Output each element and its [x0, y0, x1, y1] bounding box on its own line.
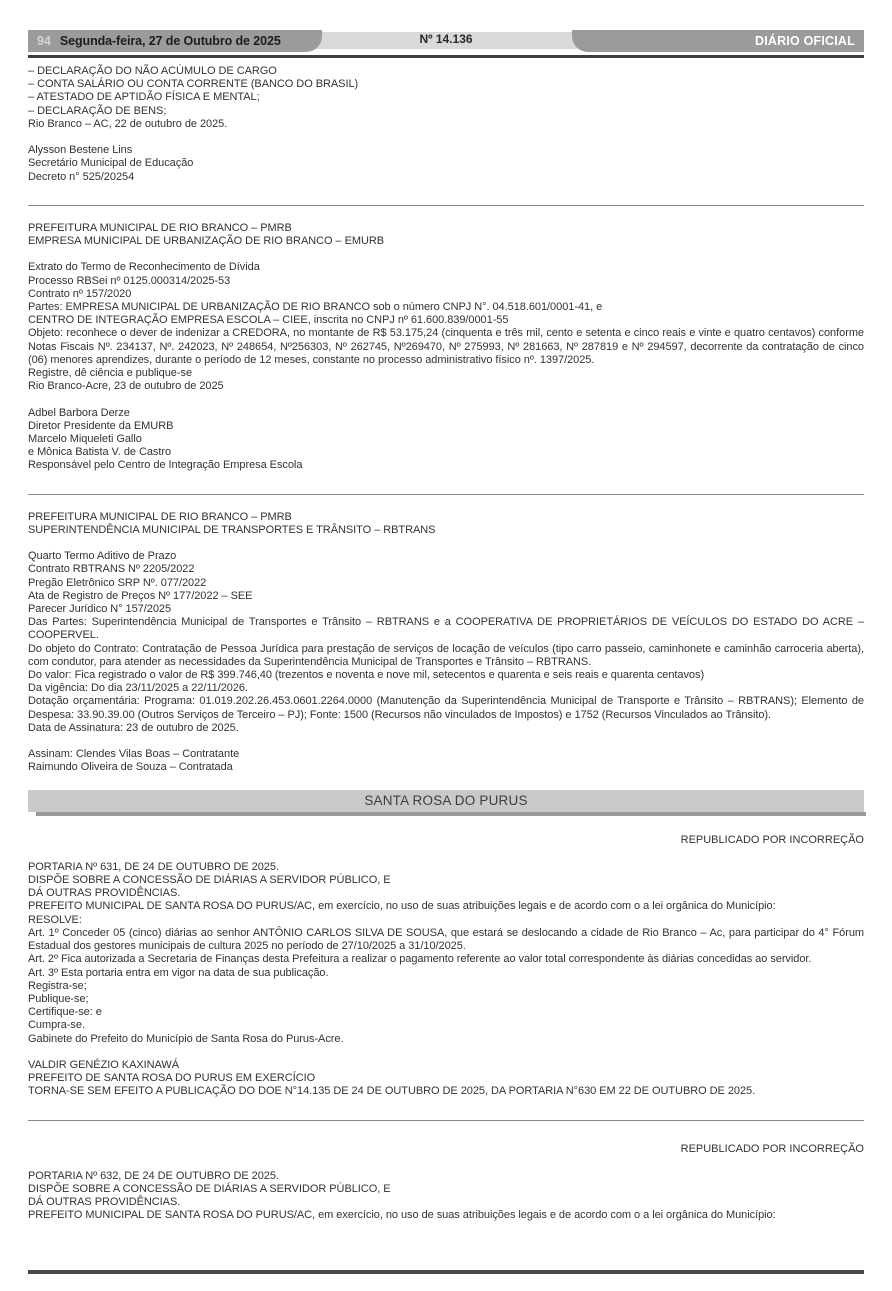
document-section — [28, 65, 864, 184]
text-line: DÁ OUTRAS PROVIDÊNCIAS. — [28, 1196, 181, 1209]
text-line: Processo RBSei nº 0125.000314/2025-53 — [28, 274, 231, 287]
blank-line — [28, 393, 864, 406]
text-line: PREFEITURA MUNICIPAL DE RIO BRANCO – PMRB — [28, 221, 292, 234]
section-separator — [28, 205, 864, 206]
text-line: Rio Branco-Acre, 23 de outubro de 2025 — [28, 380, 224, 393]
text-line: Marcelo Miqueleti Gallo — [28, 433, 142, 446]
republication-note: REPUBLICADO POR INCORREÇÃO — [680, 1142, 864, 1155]
text-line: PREFEITO DE SANTA ROSA DO PURUS EM EXERCÍCIO — [28, 1072, 316, 1085]
document-section — [28, 222, 864, 473]
text-line: Partes: EMPRESA MUNICIPAL DE URBANIZAÇÃO DE RIO BRANCO sob o número CNPJ N°. 04.518.601/0001-41, e — [28, 301, 603, 314]
text-line: Contrato RBTRANS Nº 2205/2022 — [28, 563, 195, 576]
text-line: Registra-se; — [28, 979, 87, 992]
document-content — [0, 52, 892, 1223]
section-separator — [28, 494, 864, 495]
blank-line — [28, 248, 864, 261]
section-separator — [28, 1120, 864, 1121]
blank-line — [28, 537, 864, 550]
page-header — [28, 30, 864, 52]
text-line: RESOLVE: — [28, 913, 82, 926]
text-line: PORTARIA Nº 632, DE 24 DE OUTUBRO DE 2025. — [28, 1169, 279, 1182]
text-line: – CONTA SALÁRIO OU CONTA CORRENTE (BANCO DO BRASIL) — [28, 78, 359, 91]
page-number: 94 — [37, 34, 51, 48]
text-line: CENTRO DE INTEGRAÇÃO EMPRESA ESCOLA – CIEE, inscrita no CNPJ nº 61.600.839/0001-55 — [28, 314, 509, 327]
text-line: – DECLARAÇÃO DE BENS; — [28, 104, 167, 117]
text-line: Adbel Barbora Derze — [28, 406, 130, 419]
header-date: Segunda-feira, 27 de Outubro de 2025 — [59, 34, 281, 48]
masthead-tab — [572, 30, 864, 52]
text-line: Raimundo Oliveira de Souza – Contratada — [28, 761, 233, 774]
text-line: Alysson Bestene Lins — [28, 144, 133, 157]
header-rule — [28, 55, 864, 58]
blank-line — [28, 735, 864, 748]
text-line: Assinam: Clendes Vilas Boas – Contratante — [28, 748, 240, 761]
text-line: Das Partes: Superintendência Municipal de Transportes e Trânsito – RBTRANS e a COOPERATIVA DE PROPRIETÁRIOS DE VEÍCULOS DO ESTADO DO ACRE – COOPERVEL. — [28, 616, 864, 642]
text-line: Pregão Eletrônico SRP Nº. 077/2022 — [28, 576, 207, 589]
text-line: Do valor: Fica registrado o valor de R$ 399.746,40 (trezentos e noventa e nove mil, setecentos e quarenta e seis reais e quarenta centavos) — [28, 669, 705, 682]
text-line: Objeto: reconhece o dever de indenizar a CREDORA, no montante de R$ 53.175,24 (cinquenta e três mil, cento e setenta e cinco reais e vinte e quatro centavos) conforme Notas Fiscais Nº. 234137, Nº. 242023, Nº 248654, Nº256303, Nº 262745, Nº269470, Nº 275993, Nº 281663, Nº 287819 e Nº 294597, decorrente da contratação de cinco (06) menores aprendizes, durante o período de 12 meses, constante no processo administrativo físico nº. 1397/2025. — [28, 327, 864, 366]
text-line: PREFEITO MUNICIPAL DE SANTA ROSA DO PURUS/AC, em exercício, no uso de suas atribuições legais e de acordo com o a lei orgânica do Município: — [28, 900, 776, 913]
text-line: Diretor Presidente da EMURB — [28, 419, 174, 432]
text-line: PREFEITO MUNICIPAL DE SANTA ROSA DO PURUS/AC, em exercício, no uso de suas atribuições legais e de acordo com o a lei orgânica do Município: — [28, 1209, 776, 1222]
text-line: – ATESTADO DE APTIDÃO FÍSICA E MENTAL; — [28, 91, 260, 104]
text-line: DISPÕE SOBRE A CONCESSÃO DE DIÁRIAS A SERVIDOR PÚBLICO, E — [28, 1182, 391, 1195]
text-line: PREFEITURA MUNICIPAL DE RIO BRANCO – PMRB — [28, 510, 292, 523]
gazette-page — [0, 30, 892, 1291]
text-line: Extrato do Termo de Reconhecimento de Dívida — [28, 261, 260, 274]
text-line: Da vigência: Do dia 23/11/2025 a 22/11/2026. — [28, 682, 249, 695]
text-line: Dotação orçamentária: Programa: 01.019.202.26.453.0601.2264.0000 (Manutenção da Superintendência Municipal de Transporte e Trânsito – RBTRANS); Elemento de Despesa: 33.90.39.00 (Outros Serviços de Terceiro – PJ); Fonte: 1500 (Recursos não vinculados de Impostos) e 1752 (Recursos Vinculados ao Trânsito). — [28, 695, 864, 721]
text-line: Responsável pelo Centro de Integração Empresa Escola — [28, 459, 303, 472]
text-line: Registre, dê ciência e publique-se — [28, 367, 193, 380]
text-line: Ata de Registro de Preços Nº 177/2022 – SEE — [28, 589, 253, 602]
header-date-tab — [28, 30, 322, 52]
document-section — [28, 861, 864, 1099]
text-line: VALDIR GENÉZIO KAXINAWÁ — [28, 1058, 180, 1071]
masthead-title: DIÁRIO OFICIAL — [754, 34, 855, 48]
text-line: Certifique-se: e — [28, 1006, 102, 1019]
text-line: Gabinete do Prefeito do Município de Santa Rosa do Purus-Acre. — [28, 1032, 344, 1045]
document-section — [28, 511, 864, 775]
text-line: Parecer Jurídico N° 157/2025 — [28, 603, 172, 616]
text-line: Cumpra-se. — [28, 1019, 85, 1032]
text-line: Art. 3º Esta portaria entra em vigor na data de sua publicação. — [28, 966, 329, 979]
edition-number: Nº 14.136 — [419, 32, 473, 46]
blank-line — [28, 1046, 864, 1059]
text-line: EMPRESA MUNICIPAL DE URBANIZAÇÃO DE RIO BRANCO – EMURB — [28, 235, 385, 248]
document-section — [28, 1170, 864, 1223]
text-line: e Mônica Batista V. de Castro — [28, 446, 172, 459]
text-line: Quarto Termo Aditivo de Prazo — [28, 550, 177, 563]
footer-rule — [28, 1270, 864, 1274]
text-line: Do objeto do Contrato: Contratação de Pessoa Jurídica para prestação de serviços de locação de veículos (tipo carro passeio, caminhonete e caminhão carroceria aberta), com condutor, para atender as necessidades da Superintendência Municipal de Transportes e Trânsito – RBTRANS. — [28, 642, 864, 668]
text-line: Data de Assinatura: 23 de outubro de 2025. — [28, 721, 239, 734]
text-line: Secretário Municipal de Educação — [28, 157, 194, 170]
municipality-banner: SANTA ROSA DO PURUS — [28, 790, 864, 812]
text-line: – DECLARAÇÃO DO NÃO ACÚMULO DE CARGO — [28, 65, 277, 77]
blank-line — [28, 131, 864, 144]
text-line: SUPERINTENDÊNCIA MUNICIPAL DE TRANSPORTES E TRÂNSITO – RBTRANS — [28, 523, 436, 536]
text-line: Decreto n° 525/20254 — [28, 170, 135, 183]
republication-note: REPUBLICADO POR INCORREÇÃO — [680, 833, 864, 846]
text-line: DISPÕE SOBRE A CONCESSÃO DE DIÁRIAS A SERVIDOR PÚBLICO, E — [28, 874, 391, 887]
text-line: Contrato nº 157/2020 — [28, 287, 132, 300]
text-line: Publique-se; — [28, 992, 89, 1005]
text-line: TORNA-SE SEM EFEITO A PUBLICAÇÃO DO DOE N°14.135 DE 24 DE OUTUBRO DE 2025, DA PORTARIA N°630 EM 22 DE OUTUBRO DE 2025. — [28, 1085, 756, 1098]
text-line: PORTARIA Nº 631, DE 24 DE OUTUBRO DE 2025. — [28, 860, 279, 873]
text-line: DÁ OUTRAS PROVIDÊNCIAS. — [28, 887, 181, 900]
text-line: Art. 2º Fica autorizada a Secretaria de Finanças desta Prefeitura a realizar o pagamento referente ao valor total correspondente às diárias concedidas ao servidor. — [28, 953, 812, 966]
text-line: Rio Branco – AC, 22 de outubro de 2025. — [28, 117, 228, 130]
text-line: Art. 1º Conceder 05 (cinco) diárias ao senhor ANTÔNIO CARLOS SILVA DE SOUSA, que estará se deslocando a cidade de Rio Branco – Ac, para participar do 4° Fórum Estadual dos gestores municipais de cultura 2025 no período de 27/10/2025 a 31/10/2025. — [28, 926, 864, 953]
